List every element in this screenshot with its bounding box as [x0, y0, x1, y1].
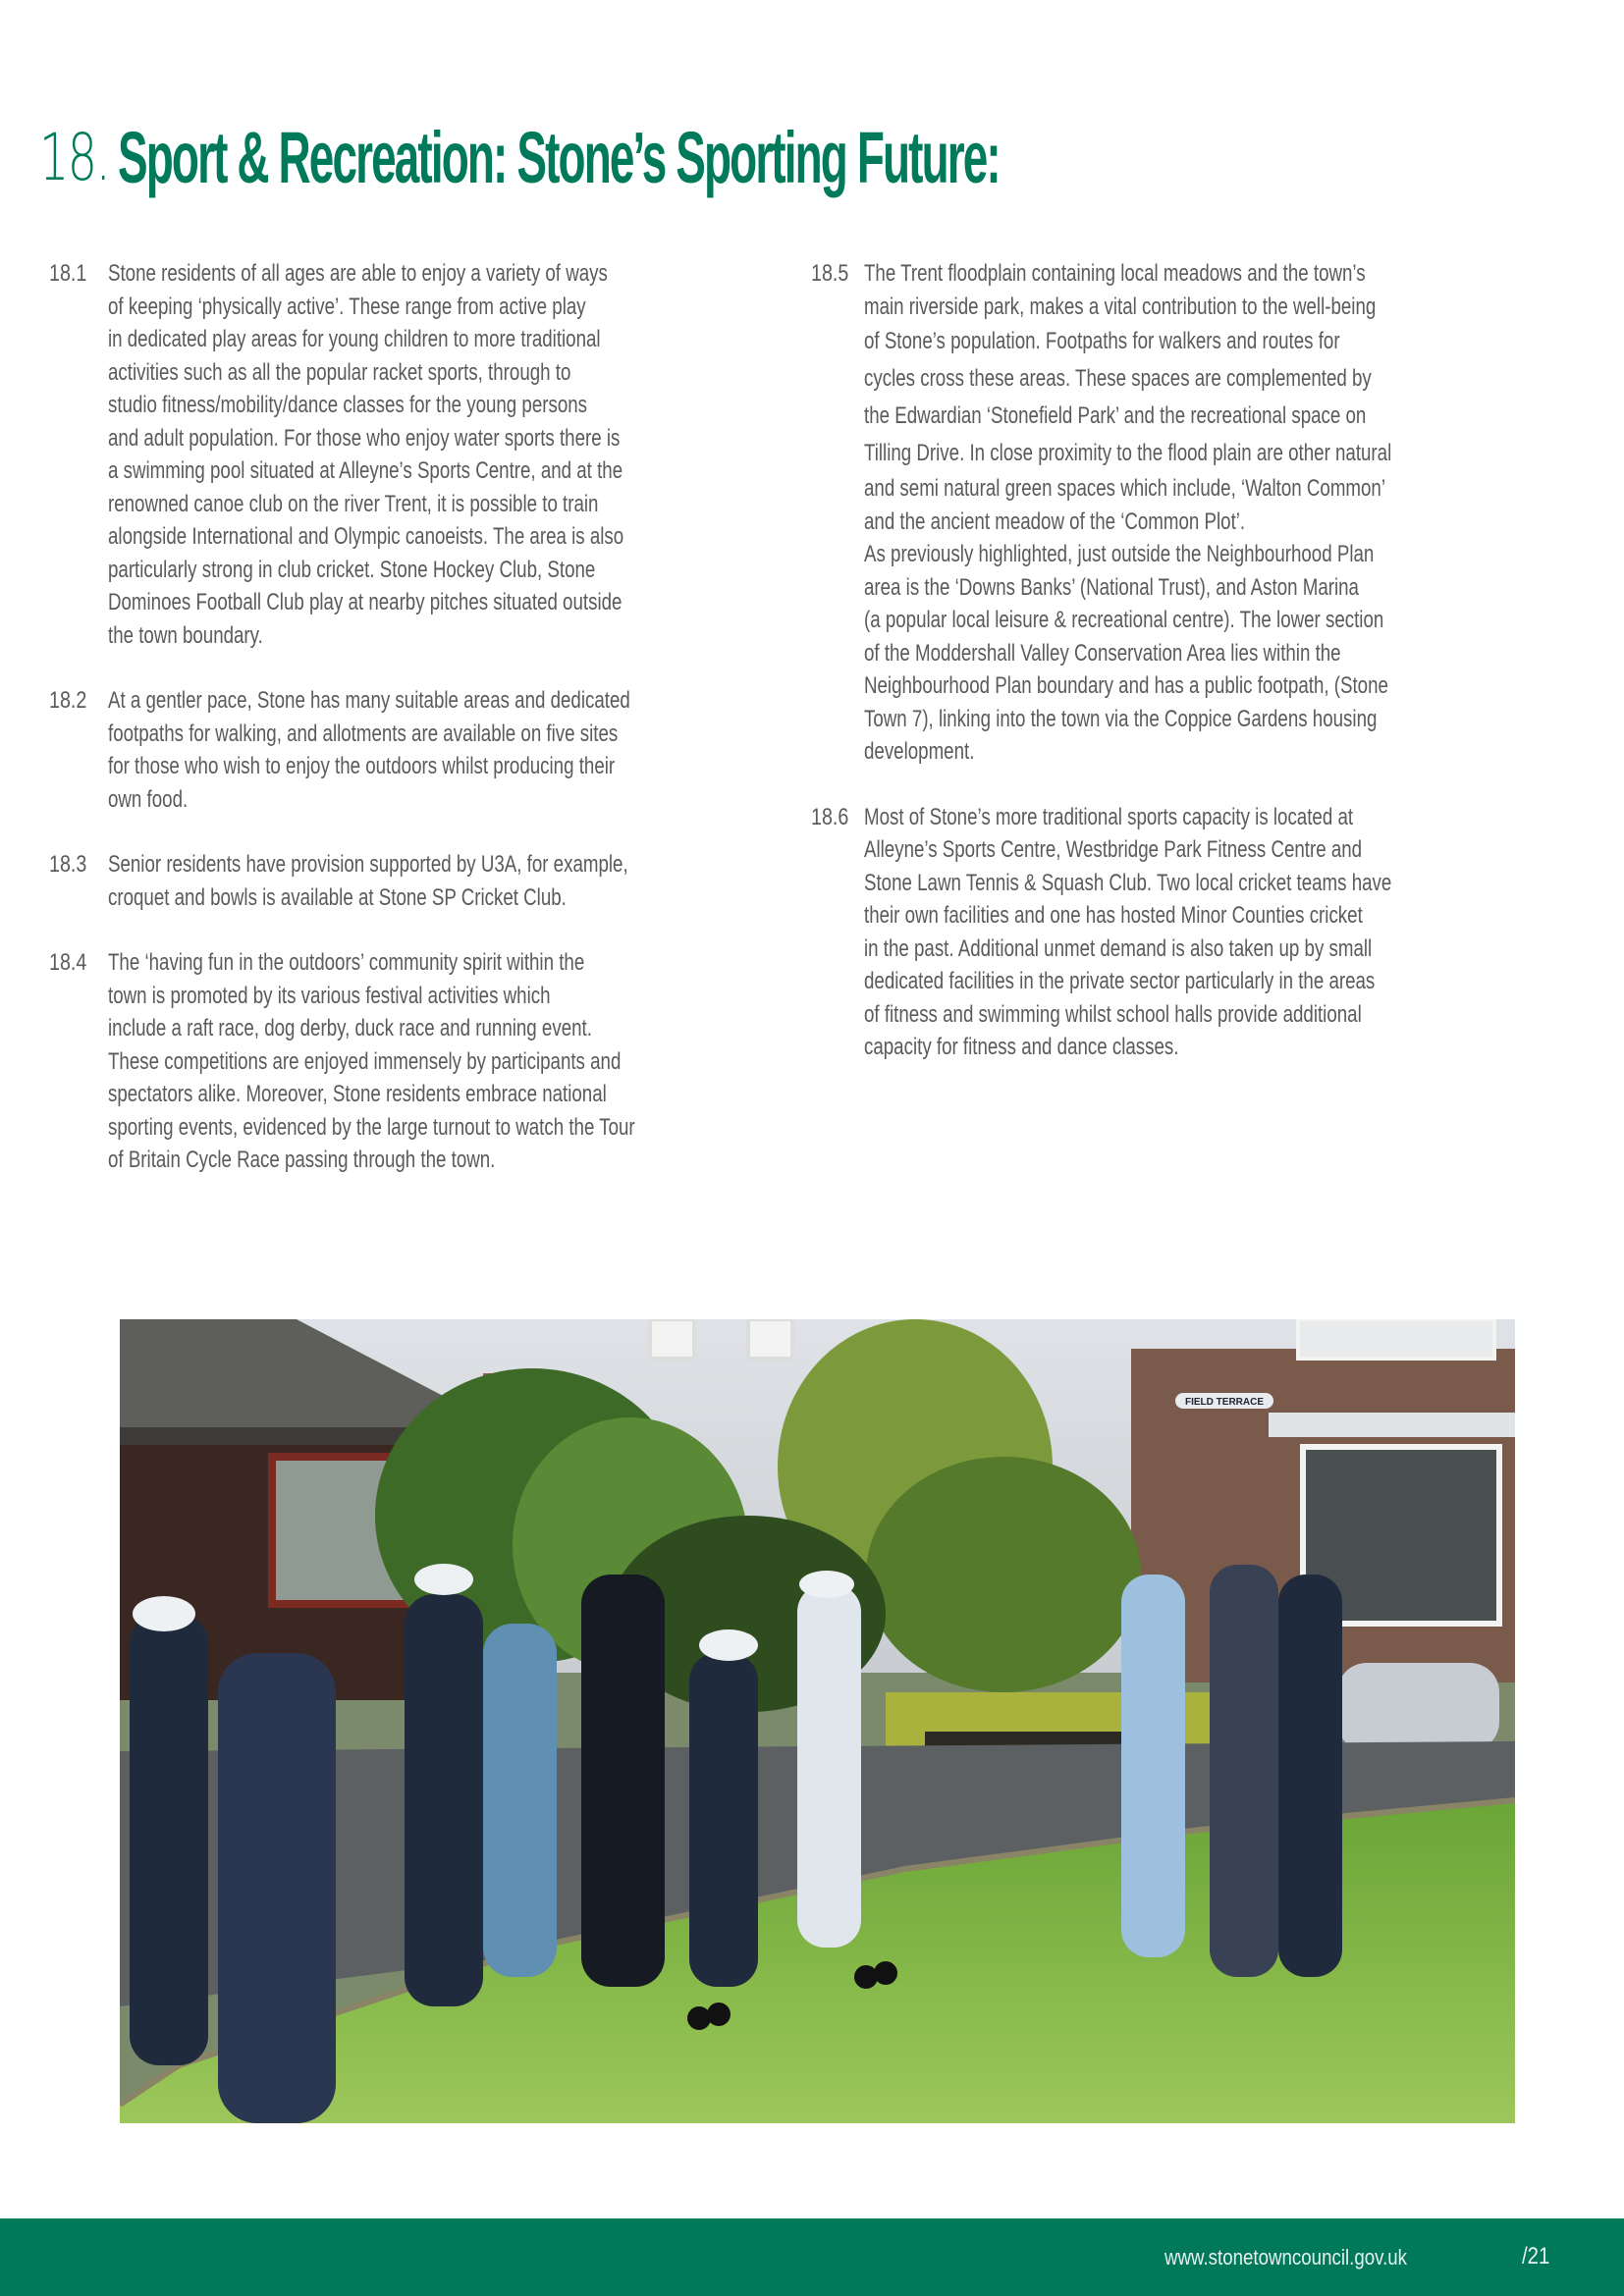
text-line: in the past. Additional unmet demand is also taken up by small — [864, 934, 1373, 962]
text-line: Stone residents of all ages are able to enjoy a variety of ways — [108, 260, 608, 287]
text-line: Dominoes Football Club play at nearby pitches situated outside — [108, 589, 623, 615]
text-line: Alleyne’s Sports Centre, Westbridge Park Fitness Centre and — [864, 836, 1363, 863]
text-line: particularly strong in club cricket. Stone Hockey Club, Stone — [108, 556, 596, 583]
right-column — [811, 257, 1557, 1096]
text-line: development. — [864, 738, 975, 765]
text-line: sporting events, evidenced by the large turnout to watch the Tour — [108, 1113, 635, 1141]
text-line: As previously highlighted, just outside the Neighbourhood Plan — [864, 541, 1375, 567]
text-line: Stone Lawn Tennis & Squash Club. Two local cricket teams have — [864, 869, 1392, 896]
text-line: main riverside park, makes a vital contribution to the well-being — [864, 293, 1377, 320]
text-line: and adult population. For those who enjoy water sports there is — [108, 424, 621, 452]
paragraph-18-1 — [49, 257, 795, 652]
window — [748, 1319, 792, 1359]
section-number: 18. — [39, 120, 110, 195]
text-line: dedicated facilities in the private sector particularly in the areas — [864, 968, 1376, 994]
paragraph-number: 18.3 — [49, 851, 87, 878]
paragraph-18-2 — [49, 684, 795, 816]
paragraph-number: 18.6 — [811, 803, 849, 830]
left-column — [49, 257, 795, 1209]
text-line: Neighbourhood Plan boundary and has a public footpath, (Stone — [864, 672, 1388, 699]
text-line: the Edwardian ‘Stonefield Park’ and the recreational space on — [864, 402, 1367, 429]
car — [1337, 1663, 1499, 1751]
text-line: of Stone’s population. Footpaths for walkers and routes for — [864, 328, 1340, 354]
text-line: footpaths for walking, and allotments are available on five sites — [108, 720, 619, 747]
text-line: of the Moddershall Valley Conservation Area lies within the — [864, 639, 1341, 667]
paragraph-number: 18.1 — [49, 260, 87, 287]
paragraph-number: 18.4 — [49, 949, 87, 976]
section-title: Sport & Recreation: Stone’s Sporting Future: — [118, 117, 1000, 198]
street-sign-text: FIELD TERRACE — [1185, 1397, 1264, 1408]
text-line: At a gentler pace, Stone has many suitable areas and dedicated — [108, 687, 630, 714]
text-line: capacity for fitness and dance classes. — [864, 1034, 1179, 1060]
paragraph-number: 18.2 — [49, 687, 87, 714]
tree — [866, 1457, 1141, 1692]
text-line: cycles cross these areas. These spaces are complemented by — [864, 365, 1372, 392]
bowls-club-photo — [120, 1319, 1515, 2123]
paragraph-18-6 — [811, 801, 1557, 1064]
text-line: of fitness and swimming whilst school halls provide additional — [864, 1000, 1362, 1028]
text-line: (a popular local leisure & recreational centre). The lower section — [864, 607, 1384, 633]
page-number: /21 — [1522, 2243, 1550, 2269]
window — [1298, 1319, 1494, 1359]
text-line: Senior residents have provision supported by U3A, for example, — [108, 851, 628, 878]
text-line: for those who wish to enjoy the outdoors whilst producing their — [108, 753, 616, 779]
text-line: The ‘having fun in the outdoors’ community spirit within the — [108, 949, 585, 976]
text-line: Town 7), linking into the town via the Coppice Gardens housing — [864, 705, 1378, 732]
window — [650, 1319, 694, 1359]
text-line: in dedicated play areas for young children to more traditional — [108, 326, 601, 352]
paragraph-18-4 — [49, 946, 795, 1177]
page-heading — [39, 116, 1540, 198]
text-line: of Britain Cycle Race passing through the town. — [108, 1147, 496, 1173]
text-line: Tilling Drive. In close proximity to the flood plain are other natural — [864, 440, 1392, 466]
text-line: area is the ‘Downs Banks’ (National Trust), and Aston Marina — [864, 573, 1359, 601]
text-line: croquet and bowls is available at Stone SP Cricket Club. — [108, 883, 567, 911]
text-line: a swimming pool situated at Alleyne’s Sports Centre, and at the — [108, 457, 623, 484]
text-line: town is promoted by its various festival activities which — [108, 982, 551, 1009]
paragraph-number: 18.5 — [811, 260, 849, 287]
paragraph-18-3 — [49, 848, 795, 914]
text-line: of keeping ‘physically active’. These range from active play — [108, 293, 586, 320]
text-line: own food. — [108, 785, 189, 813]
text-line: activities such as all the popular racket sports, through to — [108, 358, 571, 386]
text-line: and semi natural green spaces which include, ‘Walton Common’ — [864, 475, 1386, 502]
text-line: studio fitness/mobility/dance classes for the young persons — [108, 392, 588, 418]
text-line: include a raft race, dog derby, duck race and running event. — [108, 1015, 592, 1041]
photo-illustration — [120, 1319, 1515, 2123]
ledge — [1269, 1413, 1515, 1437]
website-link[interactable]: www.stonetowncouncil.gov.uk — [1164, 2245, 1408, 2269]
paragraph-18-5 — [811, 257, 1557, 769]
text-line: Most of Stone’s more traditional sports capacity is located at — [864, 803, 1354, 830]
text-line: renowned canoe club on the river Trent, it is possible to train — [108, 490, 599, 517]
text-line: spectators alike. Moreover, Stone residents embrace national — [108, 1081, 607, 1107]
text-line: alongside International and Olympic canoeists. The area is also — [108, 523, 624, 550]
text-line: the town boundary. — [108, 621, 263, 649]
text-line: These competitions are enjoyed immensely by participants and — [108, 1047, 622, 1075]
text-line: their own facilities and one has hosted Minor Counties cricket — [864, 902, 1363, 929]
page-footer — [0, 2218, 1624, 2296]
text-line: The Trent floodplain containing local meadows and the town’s — [864, 260, 1366, 287]
text-line: and the ancient meadow of the ‘Common Plot’. — [864, 507, 1246, 535]
